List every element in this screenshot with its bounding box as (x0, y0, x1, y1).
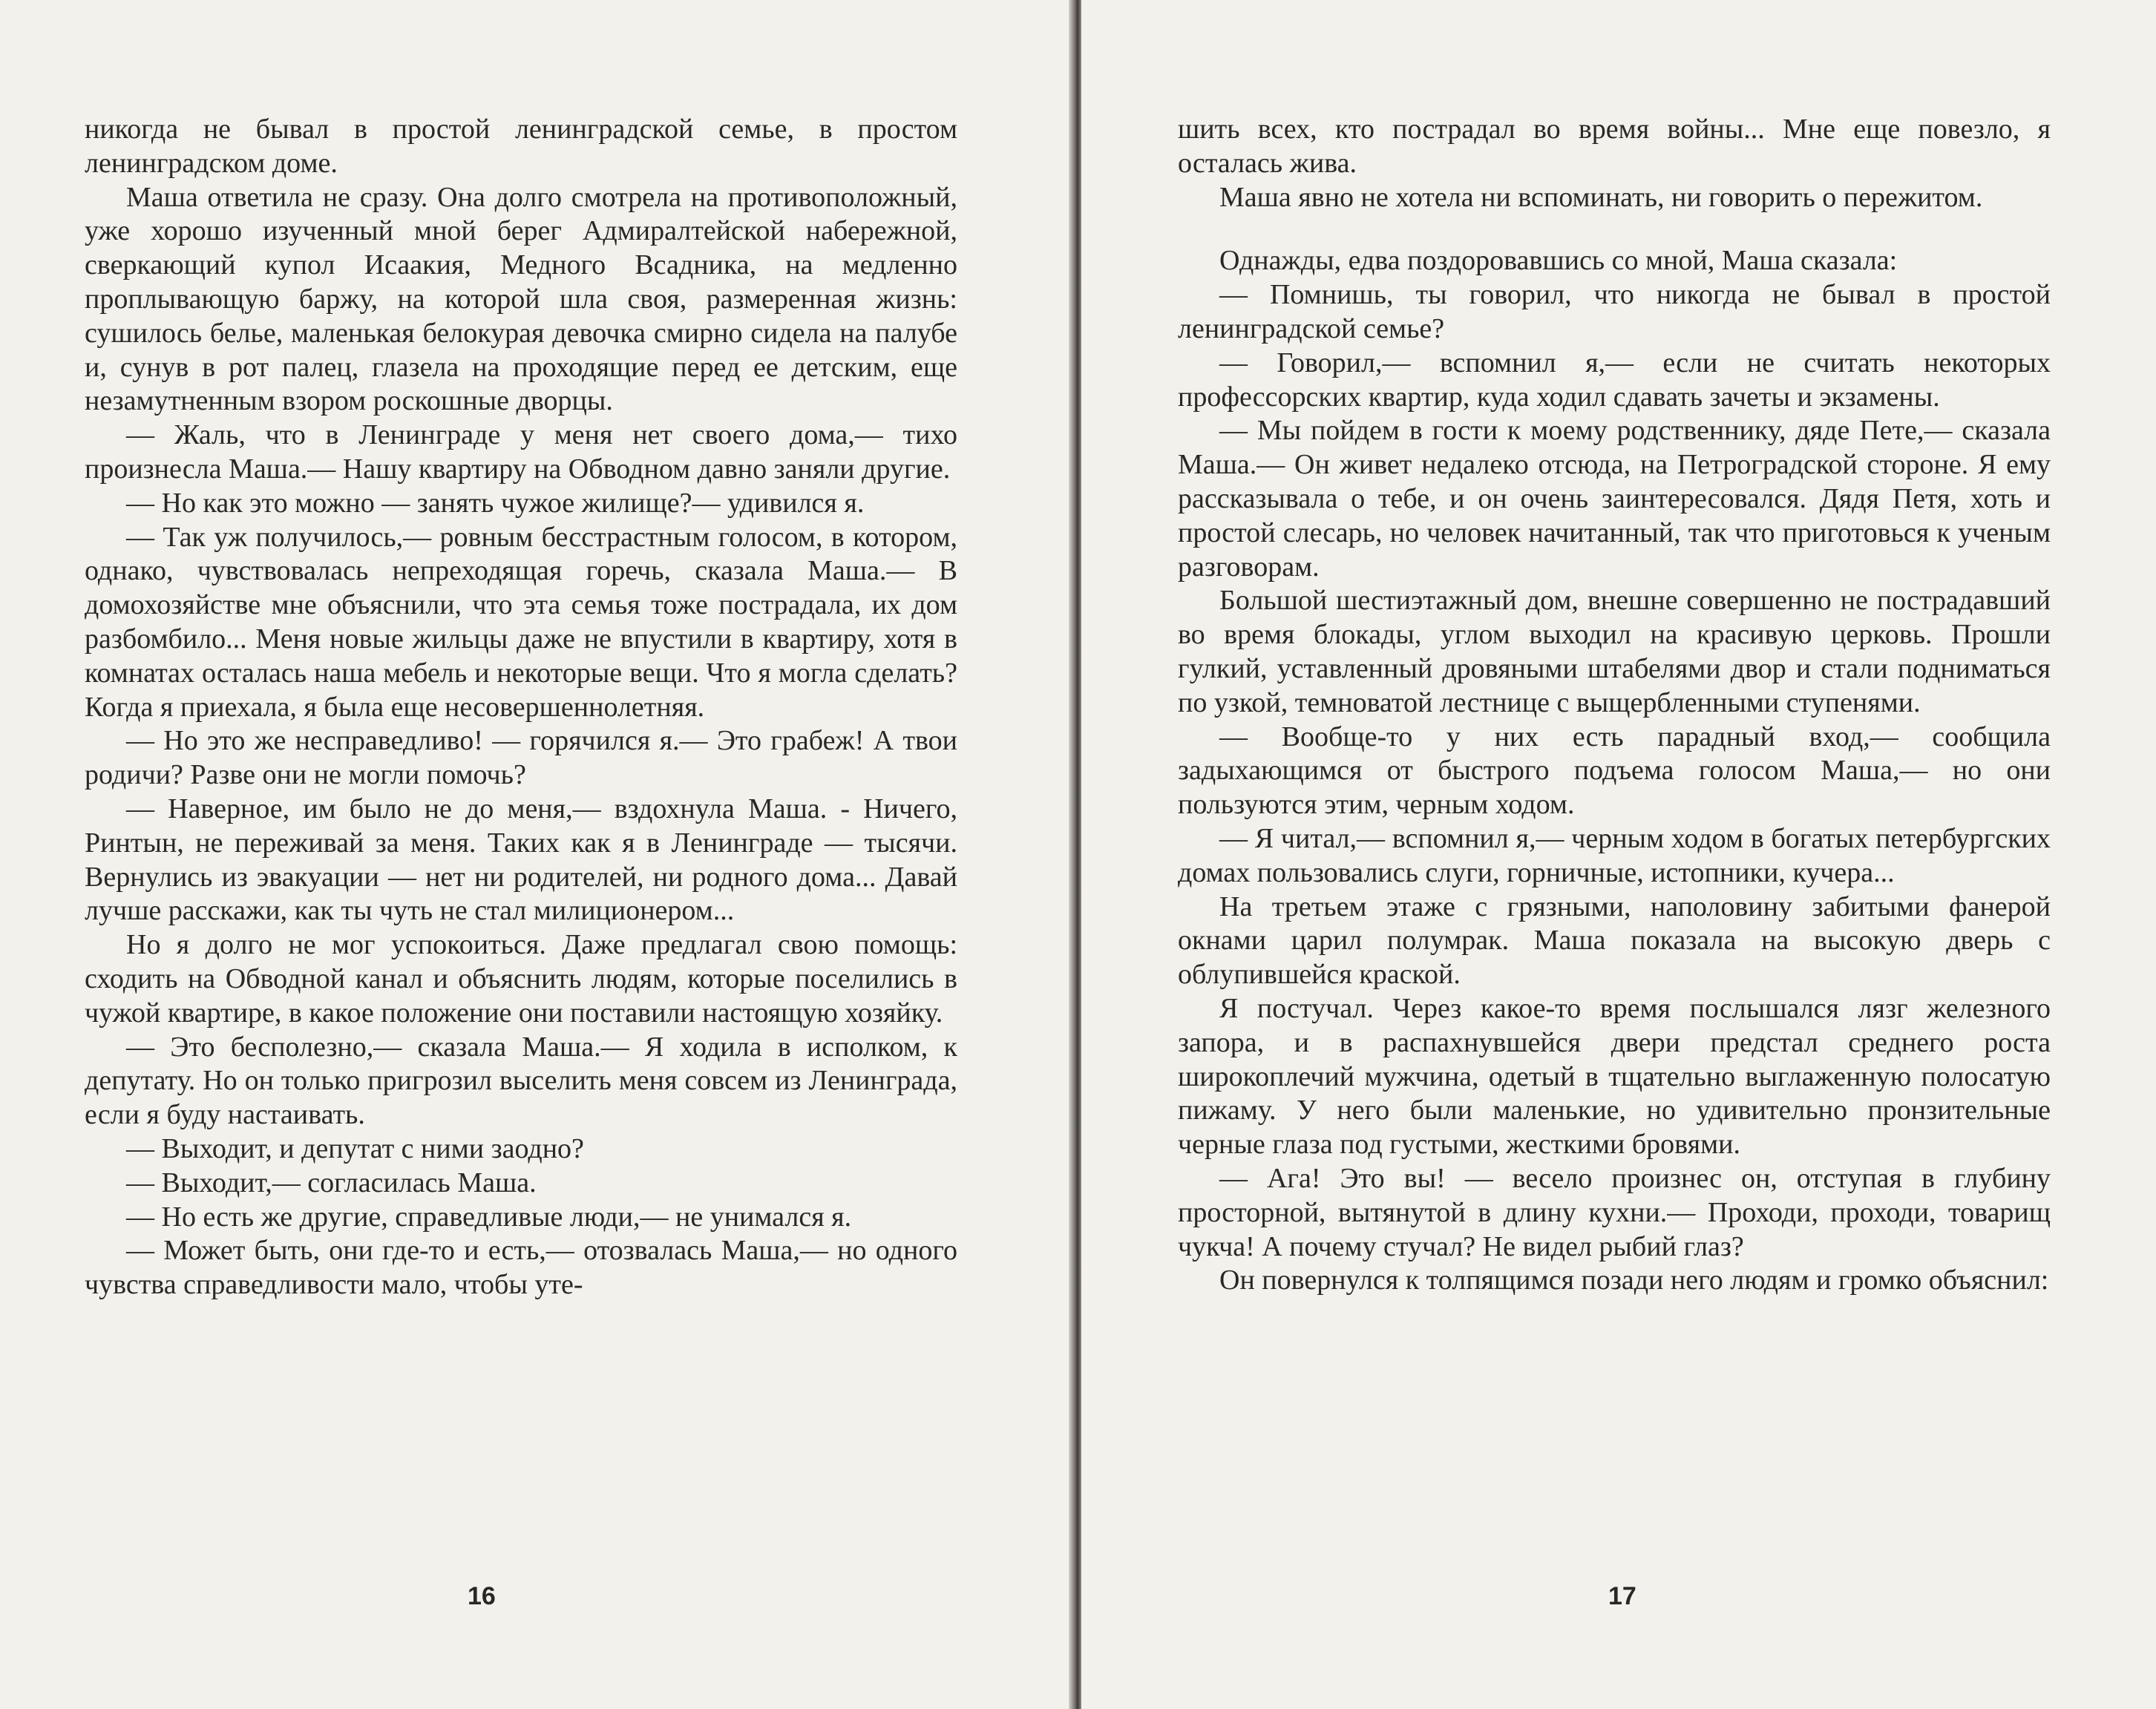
paragraph: — Но есть же другие, справедливые люди,— не унимался я. (126, 1201, 852, 1233)
page-number-left: 16 (468, 1582, 496, 1610)
paragraph: Я постучал. Через какое-то время послышался лязг железного запора, и в распахнувшейся двери предстал среднего роста широкоплечий мужчина, одетый в тщательно выглаженную полосатую пижаму. У него были маленькие, но удивительно пронзительные черные глаза под густыми, жесткими бровями. (1178, 992, 2051, 1161)
paragraph: — Помнишь, ты говорил, что никогда не бывал в простой ленинградской семье? (1178, 279, 2051, 344)
paragraph: На третьем этаже с грязными, наполовину забитыми фанерой окнами царил полумрак. Маша показала на высокую дверь с облупившейся краской. (1178, 890, 2051, 991)
paragraph: — Это бесполезно,— сказала Маша.— Я ходила в исполком, к депутату. Но он только пригрозил выселить меня совсем из Ленинграда, если я буду настаивать. (85, 1031, 957, 1131)
paragraph: — Так уж получилось,— ровным бесстрастным голосом, в котором, однако, чувствовалась непреходящая горечь, сказала Маша.— В домохозяйстве мне объяснили, что эта семья тоже пострадала, их дом разбомбило... Меня новые жильцы даже не впустили в квартиру, хотя в комнатах осталась наша мебель и некоторые вещи. Что я могла сделать? Когда я приехала, я была еще несовершеннолетняя. (85, 521, 957, 723)
right-page-text (1178, 113, 2051, 1298)
paragraph: — Жаль, что в Ленинграде у меня нет своего дома,— тихо произнесла Маша.— Нашу квартиру на Обводном давно заняли другие. (85, 419, 957, 485)
paragraph: — Наверное, им было не до меня,— вздохнула Маша. - Ничего, Ринтын, не переживай за меня. Таких как я в Ленинграде — тысячи. Вернулись из эвакуации — нет ни родителей, ни родного дома... Давай лучше расскажи, как ты чуть не стал милиционером... (85, 793, 957, 927)
page-number-right: 17 (1608, 1582, 1636, 1610)
paragraph: — Вообще-то у них есть парадный вход,— сообщила задыхающимся от быстрого подъема голосом Маша,— но они пользуются этим, черным ходом. (1178, 721, 2051, 821)
paragraph: — Выходит,— согласилась Маша. (126, 1167, 537, 1198)
paragraph: Маша явно не хотела ни вспоминать, ни говорить о пережитом. (1219, 181, 1983, 213)
left-page (0, 0, 1075, 1709)
paragraph: — Я читал,— вспомнил я,— черным ходом в богатых петербургских домах пользовались слуги, горничные, истопники, кучера... (1178, 822, 2051, 888)
paragraph: — Ага! Это вы! — весело произнес он, отступая в глубину просторной, вытянутой в длину кухни.— Проходи, проходи, товарищ чукча! А почему стучал? Не видел рыбий глаз? (1178, 1162, 2051, 1262)
paragraph: шить всех, кто пострадал во время войны... Мне еще повезло, я осталась жива. (1178, 114, 2051, 179)
paragraph: Однажды, едва поздоровавшись со мной, Маша сказала: (1219, 245, 1898, 277)
left-page-text (85, 113, 957, 1302)
paragraph: — Может быть, они где-то и есть,— отозвалась Маша,— но одного чувства справедливости мало, чтобы уте- (85, 1235, 957, 1301)
paragraph: — Но как это можно — занять чужое жилище?— удивился я. (126, 487, 865, 519)
paragraph: — Выходит, и депутат с ними заодно? (126, 1132, 584, 1164)
paragraph: — Но это же несправедливо! — горячился я.— Это грабеж! А твои родичи? Разве они не могли помочь? (85, 725, 957, 791)
paragraph: Он повернулся к толпящимся позади него людям и громко объяснил: (1219, 1264, 2049, 1296)
paragraph: Маша ответила не сразу. Она долго смотрела на противоположный, уже хорошо изученный мной берег Адмиралтейской набережной, сверкающий купол Исаакия, Медного Всадника, на медленно проплывающую баржу, на которой шла своя, размеренная жизнь: сушилось белье, маленькая белокурая девочка смирно сидела на палубе и, сунув в рот палец, глазела на проходящие перед ее детским, еще незамутненным взором роскошные дворцы. (85, 181, 957, 417)
paragraph: Но я долго не мог успокоиться. Даже предлагал свою помощь: сходить на Обводной канал и объяснить людям, которые поселились в чужой квартире, в какое положение они поставили настоящую хозяйку. (85, 929, 957, 1029)
paragraph: — Мы пойдем в гости к моему родственнику, дяде Пете,— сказала Маша.— Он живет недалеко отсюда, на Петроградской стороне. Я ему рассказывала о тебе, и он очень заинтересовался. Дядя Петя, хоть и простой слесарь, но человек начитанный, так что приготовься к ученым разговорам. (1178, 415, 2051, 583)
paragraph: Большой шестиэтажный дом, внешне совершенно не пострадавший во время блокады, углом выходил на красивую церковь. Прошли гулкий, уставленный дровяными штабелями двор и стали подниматься по узкой, темноватой лестнице с выщербленными ступенями. (1178, 585, 2051, 718)
paragraph: никогда не бывал в простой ленинградской семье, в простом ленинградском доме. (85, 114, 957, 179)
right-page (1081, 0, 2156, 1709)
paragraph: — Говорил,— вспомнил я,— если не считать некоторых профессорских квартир, куда ходил сдавать зачеты и экзамены. (1178, 347, 2051, 413)
